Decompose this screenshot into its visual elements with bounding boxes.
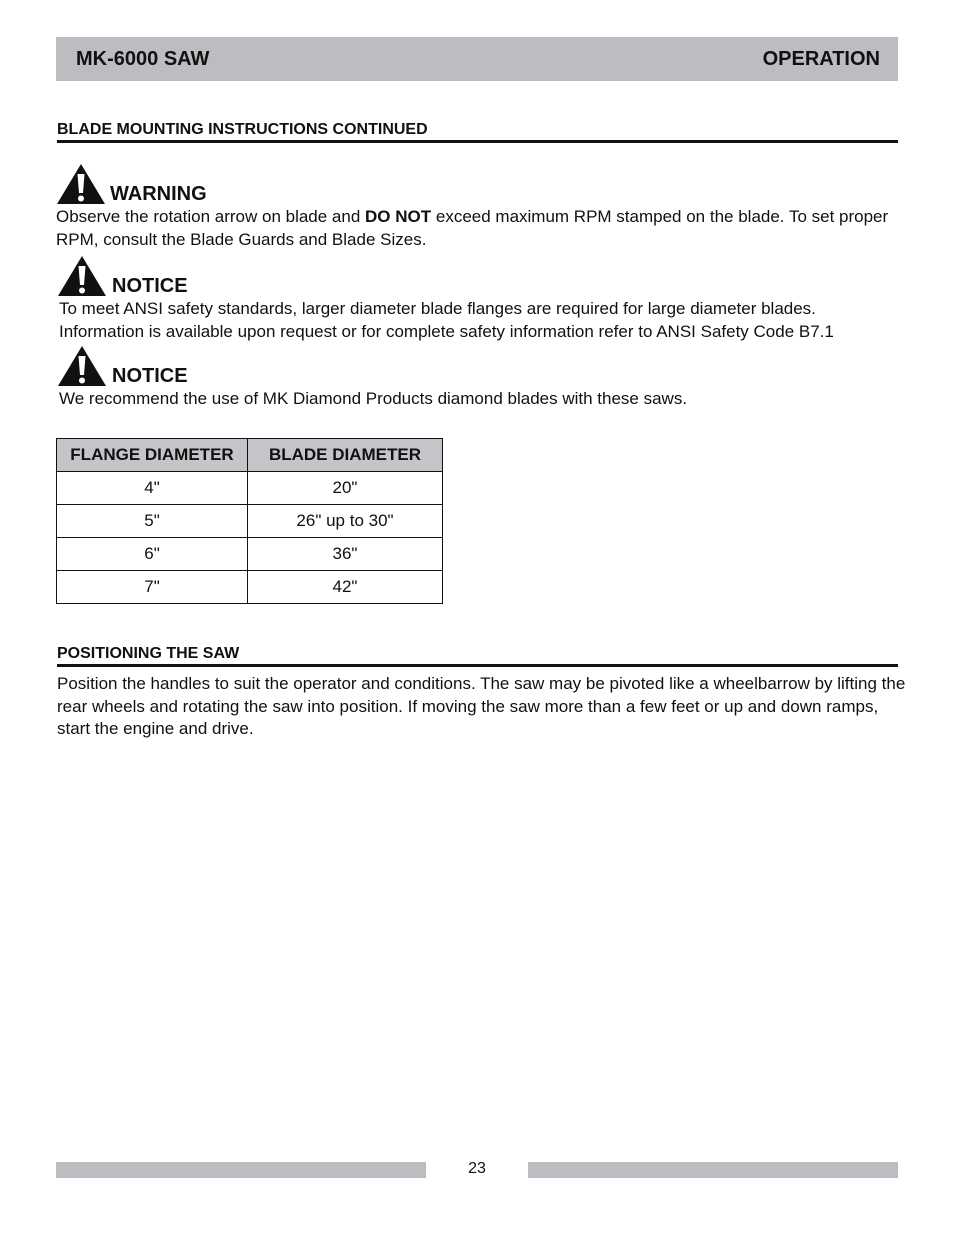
warning-triangle-icon [56,255,108,297]
warning-text-part: Observe the rotation arrow on blade and [56,207,366,226]
table-row [57,472,443,505]
notice-text: We recommend the use of MK Diamond Products diamond blades with these saws. [59,389,688,408]
warning-header [56,163,906,205]
header-section: OPERATION [762,47,880,70]
table-cell: 4" [57,472,248,505]
column-header-blade: BLADE DIAMETER [248,439,443,472]
table-cell: 7" [57,571,248,604]
flange-diameter-table [56,438,443,604]
table-row [57,505,443,538]
warning-text-part: exceed maximum RPM stamped on the blade. To set proper RPM, consult the Blade Guards and Blade Sizes. [56,207,889,249]
table-cell: 20" [248,472,443,505]
table-header-row [57,439,443,472]
notice-block-ansi [56,255,906,343]
notice-title: NOTICE [112,365,188,387]
section-heading-blade-mounting: BLADE MOUNTING INSTRUCTIONS CONTINUED [57,121,898,143]
table-cell: 36" [248,538,443,571]
warning-triangle-icon [56,163,106,205]
table-row [57,571,443,604]
footer-bar-right [528,1162,898,1178]
positioning-paragraph: Position the handles to suit the operator and conditions. The saw may be pivoted like a wheelbarrow by lifting the rear wheels and rotating the saw into position. If moving the saw more than a few feet or up and down ramps, start the engine and drive. [57,674,906,738]
header-title: MK-6000 SAW [76,47,210,70]
page-header [56,37,898,81]
table-cell: 26" up to 30" [248,505,443,538]
warning-text [56,205,906,251]
table-cell: 42" [248,571,443,604]
notice-block-blades [56,345,906,410]
page-number: 23 [468,1160,486,1177]
table-cell: 5" [57,505,248,538]
column-header-flange: FLANGE DIAMETER [57,439,248,472]
notice-title: NOTICE [112,275,188,297]
notice-text [56,297,906,343]
warning-emphasis: DO NOT [365,207,432,226]
footer-bar-left [56,1162,426,1178]
notice-text-line: Information is available upon request or for complete safety information refer to ANSI Safety Code B7.1 [59,322,834,341]
warning-triangle-icon [56,345,108,387]
notice-header [56,255,906,297]
warning-block [56,163,906,251]
section-heading-positioning: POSITIONING THE SAW [57,645,898,667]
table-cell: 6" [57,538,248,571]
warning-title: WARNING [110,183,207,205]
notice-text-line: To meet ANSI safety standards, larger diameter blade flanges are required for large diameter blades. [59,299,816,318]
notice-header [56,345,906,387]
table-row [57,538,443,571]
